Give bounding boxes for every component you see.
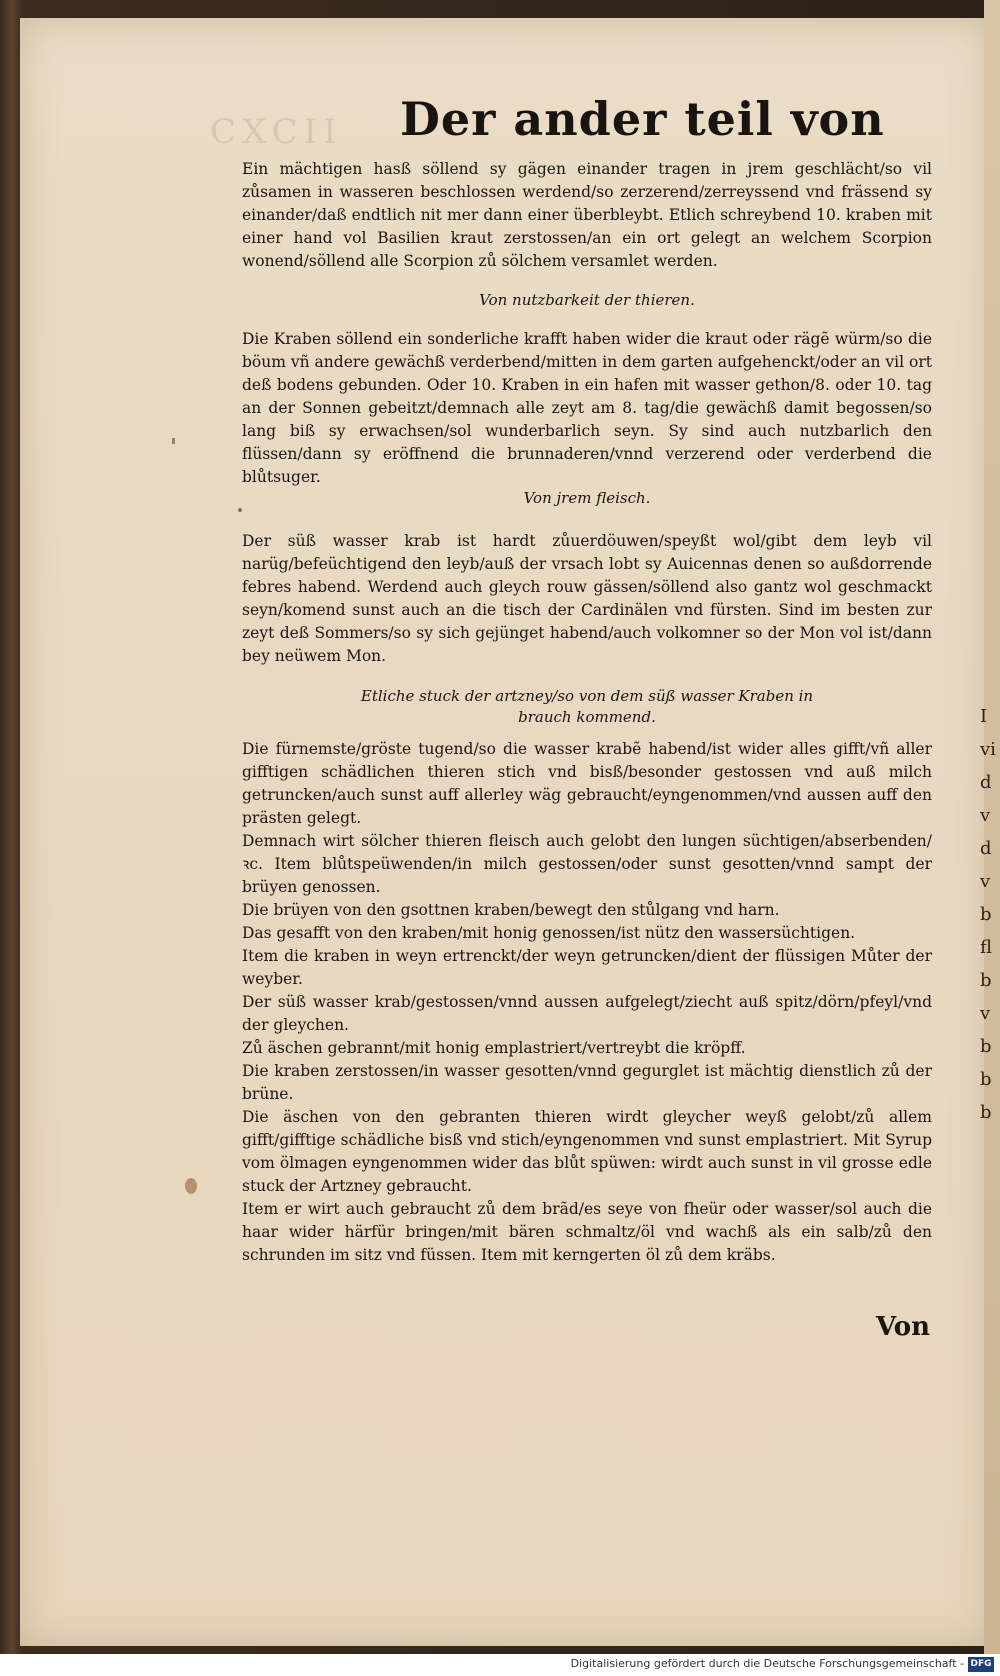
list-item: Die äschen von den gebranten thieren wirdt gleycher weyß gelobt/zů allem gifft/gifftige schädliche bisß vnd stich/eyngenommen vnd sunst emplastriert. Mit Syrup vom ölmagen eyngenommen wider das blůt spüwen: wirdt auch sunst in vil grosse edle stuck der Artzney gebraucht. [242, 1108, 932, 1195]
footer-credit: Digitalisierung gefördert durch die Deutsche Forschungsgemeinschaft - [570, 1657, 964, 1670]
list-item: Item die kraben in weyn ertrenckt/der weyn getruncken/dient der flüssigen Můter der weyber. [242, 947, 932, 988]
list-item: Die fürnemste/gröste tugend/so die wasser krabẽ habend/ist wider alles gifft/vñ aller gifftigen schädlichen thieren stich vnd bisß/besonder gestossen vnd auß milch getruncken/auch sunst auff allerley wäg gebraucht/eyngenommen/vnd aussen auff den prästen gelegt. [242, 740, 932, 827]
list-item: Der süß wasser krab/gestossen/vnnd aussen aufgelegt/ziecht auß spitz/dörn/pfeyl/vnd der gleychen. [242, 993, 932, 1034]
dfg-logo: DFG [968, 1657, 994, 1672]
list-item: Die brüyen von den gsottnen kraben/bewegt den stůlgang vnd harn. [242, 901, 780, 919]
stain-mark [185, 1178, 197, 1194]
section-heading-usefulness: Von nutzbarkeit der thieren. [479, 291, 695, 309]
footer-bar [0, 1654, 1000, 1676]
section-heading-medicine: Etliche stuck der artzney/so von dem süß wasser Kraben in brauch kommend. [360, 687, 814, 726]
paragraph-usefulness: Die Kraben söllend ein sonderliche krafft haben wider die kraut oder rägẽ würm/so die böum vñ andere gewächß verderbend/mitten in dem garten aufgehenckt/oder an vil ort deß bodens gebunden. Oder 10. Kraben in ein hafen mit wasser gethon/8. oder 10. tag an der Sonnen gebeitzt/demnach alle zeyt am 8. tag/die gewächß damit begossen/so lang biß sy erwachsen/sol wunderbarlich seyn. Sy sind auch nutzbarlich den flüssen/dann sy eröffnend die brunnaderen/vnnd verzerend oder verderbend die blůtsuger. [242, 330, 932, 486]
ink-speck [238, 508, 242, 512]
section-heading-flesh: Von jrem fleisch. [523, 489, 651, 507]
folio-number-showthrough: CXCII [210, 112, 343, 152]
catchword: Von [876, 1312, 931, 1342]
list-item: Item er wirt auch gebraucht zů dem brãd/es seye von fheür oder wasser/sol auch die haar wider härfür bringen/mit bären schmaltz/öl vnd wachß als ein salb/zů den schrunden im sitz vnd füssen. Item mit kerngerten öl zů dem kräbs. [242, 1200, 932, 1264]
ink-speck [172, 438, 175, 444]
list-item: Die kraben zerstossen/in wasser gesotten/vnnd gegurglet ist mächtig dienstlich zů der brüne. [242, 1062, 932, 1103]
list-item: Das gesafft von den kraben/mit honig genossen/ist nütz den wassersüchtigen. [242, 924, 856, 942]
paragraph-flesh: Der süß wasser krab ist hardt zůuerdöuwen/speyßt wol/gibt dem leyb vil narüg/befeüchtigend den leyb/auß der vrsach lobt sy Auicennas denen so außdorrende febres habend. Werdend auch gleych rouw gässen/söllend also gantz wol geschmackt seyn/komend sunst auch an die tisch der Cardinälen vnd fürsten. Sind im besten zur zeyt deß Sommers/so sy sich gejünget habend/auch volkomner so der Mon vol ist/dann bey neüwem Mon. [242, 532, 932, 665]
list-item: Demnach wirt sölcher thieren fleisch auch gelobt den lungen süchtigen/abserbenden/ꝛc. Item blůtspeüwenden/in milch gestossen/oder sunst gesotten/vnnd sampt der brüyen genossen. [242, 832, 932, 896]
medicine-list [242, 738, 932, 1267]
paragraph-hatred: Ein mächtigen hasß söllend sy gägen einander tragen in jrem geschlächt/so vil zůsamen in wasseren beschlossen werdend/so zerzerend/zerreyssend vnd frässend sy einander/daß endtlich nit mer dann einer überbleybt. Etlich schreybend 10. kraben mit einer hand vol Basilien kraut zerstossen/an ein ort gelegt an welchem Scorpion wonend/söllend alle Scorpion zů sölchem versamlet werden. [242, 160, 932, 270]
list-item: Zů äschen gebrannt/mit honig emplastriert/vertreybt die kröpff. [242, 1039, 746, 1057]
running-head: Der ander teil von [400, 92, 885, 146]
facing-page-text: I vi d v d v b fl b v b b b [980, 706, 996, 1123]
